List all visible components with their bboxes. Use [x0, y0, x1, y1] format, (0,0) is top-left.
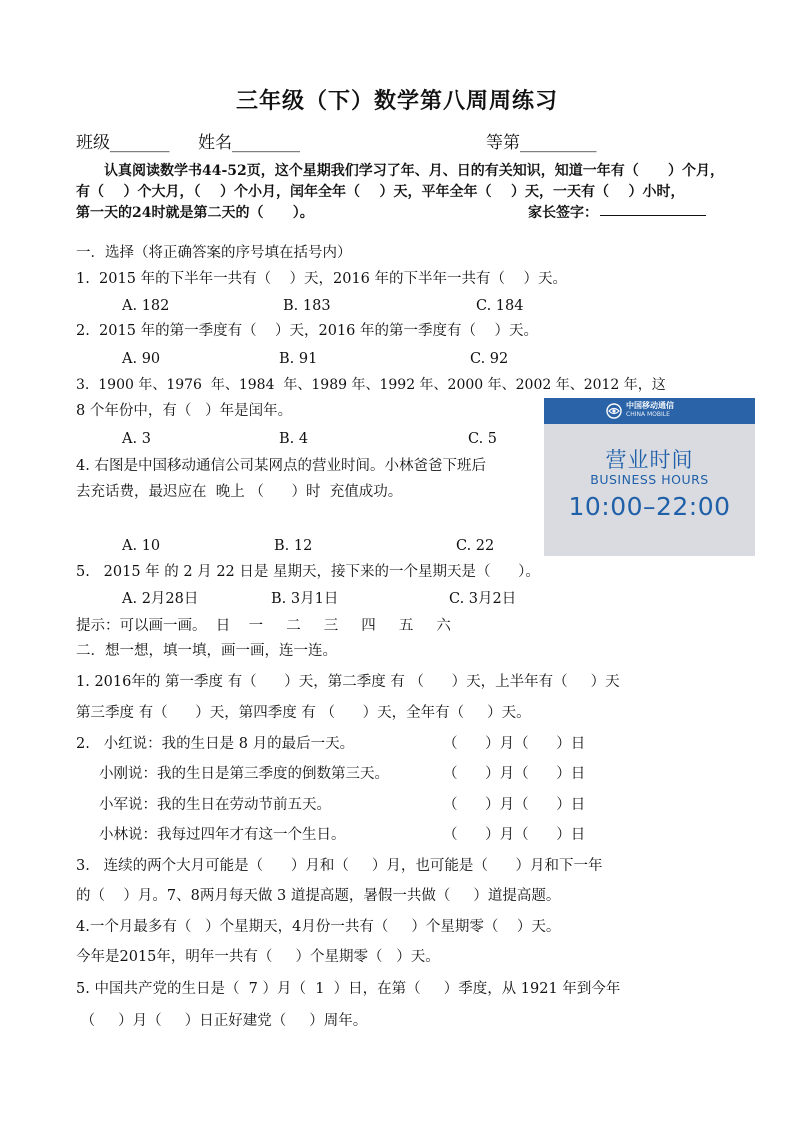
- question-1-4-line-2: 去充话费，最迟应在 晚上 （ ）时 充值成功。: [76, 484, 403, 500]
- page-title: 三年级（下）数学第八周周练习: [235, 88, 558, 114]
- question-2-2-row: 小刚说：我的生日是第三季度的倒数第三天。: [76, 766, 390, 782]
- question-2-1-line-2: 第三季度 有（ ）天，第四季度 有 （ ）天，全年有（ ）天。: [76, 705, 531, 721]
- question-2-5-line-1: 5. 中国共产党的生日是（ 7 ）月（ 1 ）日，在第（ ）季度，从 1921 年到今年: [76, 981, 621, 997]
- question-2-2-row: 小林说：我每过四年才有这一个生日。: [76, 827, 346, 843]
- sign-logo-en: CHINA MOBILE: [626, 411, 670, 418]
- intro-line-3: 第一天的24时就是第二天的（ ）。: [76, 205, 314, 221]
- question-2-1-line-1: 1. 2016年的 第一季度 有（ ）天，第二季度 有 （ ）天，上半年有（ ）天: [76, 674, 620, 690]
- option-1-3-c: C. 5: [468, 431, 498, 447]
- question-2-2-row: 小军说：我的生日在劳动节前五天。: [76, 797, 332, 813]
- grade-field[interactable]: 等第_________: [486, 133, 597, 153]
- option-1-5-c: C. 3月2日: [449, 591, 517, 607]
- question-2-4-line-2: 今年是2015年，明年一共有（ ）个星期零（ ）天。: [76, 949, 440, 965]
- parent-sign-line[interactable]: [600, 215, 706, 216]
- sign-title-cn: 营业时间: [605, 448, 694, 472]
- sign-logo-cn: 中国移动通信: [626, 401, 674, 410]
- class-field[interactable]: 班级_______: [76, 133, 170, 153]
- question-1-3-line-1: 3. 1900 年、1976 年、1984 年、1989 年、1992 年、2000 年、2002 年、2012 年，这: [76, 377, 666, 393]
- intro-line-2: 有（ ）个大月，（ ）个小月，闰年全年（ ）天，平年全年（ ）天，一天有（ ）小时，: [76, 184, 685, 200]
- section2-heading: 二．想一想，填一填，画一画，连一连。: [76, 643, 337, 659]
- option-1-4-a: A. 10: [122, 538, 161, 554]
- question-2-3-line-1: 3. 连续的两个大月可能是（ ）月和（ ）月，也可能是（ ）月和下一年: [76, 858, 603, 874]
- question-2-3-line-2: 的（ ）月。7、8两月每天做 3 道提高题，暑假一共做（ ）道提高题。: [76, 888, 561, 904]
- option-1-1-c: C. 184: [476, 298, 524, 314]
- option-1-2-c: C. 92: [470, 351, 509, 367]
- option-1-5-b: B. 3月1日: [271, 591, 339, 607]
- question-2-2-blank: （ ）月（ ）日: [443, 766, 586, 782]
- question-2-2-blank: （ ）月（ ）日: [443, 827, 586, 843]
- name-field[interactable]: 姓名________: [198, 133, 300, 153]
- question-1-3-line-2: 8 个年份中，有（ ）年是闰年。: [76, 403, 293, 419]
- question-2-2-blank: （ ）月（ ）日: [443, 736, 586, 752]
- option-1-2-b: B. 91: [279, 351, 318, 367]
- business-hours-sign: [544, 398, 755, 556]
- question-2-5-line-2: （ ）月（ ）日正好建党（ ）周年。: [76, 1013, 368, 1029]
- option-1-1-a: A. 182: [122, 298, 170, 314]
- option-1-2-a: A. 90: [122, 351, 161, 367]
- question-1-5: 5. 2015 年 的 2 月 22 日是 星期天，接下来的一个星期天是（ ）。: [76, 564, 540, 580]
- option-1-3-b: B. 4: [279, 431, 309, 447]
- question-2-2-row: 2. 小红说：我的生日是 8 月的最后一天。: [76, 736, 355, 752]
- option-1-4-c: C. 22: [456, 538, 495, 554]
- option-1-5-a: A. 2月28日: [122, 591, 199, 607]
- question-2-4-line-1: 4.一个月最多有（ ）个星期天，4月份一共有（ ）个星期零（ ）天。: [76, 919, 561, 935]
- sign-title-en: BUSINESS HOURS: [590, 472, 709, 487]
- section1-heading: 一．选择（将正确答案的序号填在括号内）: [76, 245, 352, 261]
- option-1-1-b: B. 183: [283, 298, 331, 314]
- option-1-4-b: B. 12: [274, 538, 313, 554]
- option-1-3-a: A. 3: [122, 431, 151, 447]
- china-mobile-logo-icon: [606, 403, 622, 419]
- hint-line: 提示：可以画一画。 日 一 二 三 四 五 六: [76, 618, 451, 634]
- question-1-4-line-1: 4. 右图是中国移动通信公司某网点的营业时间。小林爸爸下班后: [76, 458, 486, 474]
- question-1-1: 1. 2015 年的下半年一共有（ ）天，2016 年的下半年一共有（ ）天。: [76, 271, 567, 287]
- question-1-2: 2. 2015 年的第一季度有（ ）天，2016 年的第一季度有（ ）天。: [76, 323, 538, 339]
- question-2-2-blank: （ ）月（ ）日: [443, 797, 586, 813]
- parent-sign-label: 家长签字：: [528, 205, 598, 221]
- sign-hours: 10:00–22:00: [568, 492, 731, 521]
- intro-line-1: 认真阅读数学书44-52页，这个星期我们学习了年、月、日的有关知识，知道一年有（ ）个月，: [104, 163, 725, 179]
